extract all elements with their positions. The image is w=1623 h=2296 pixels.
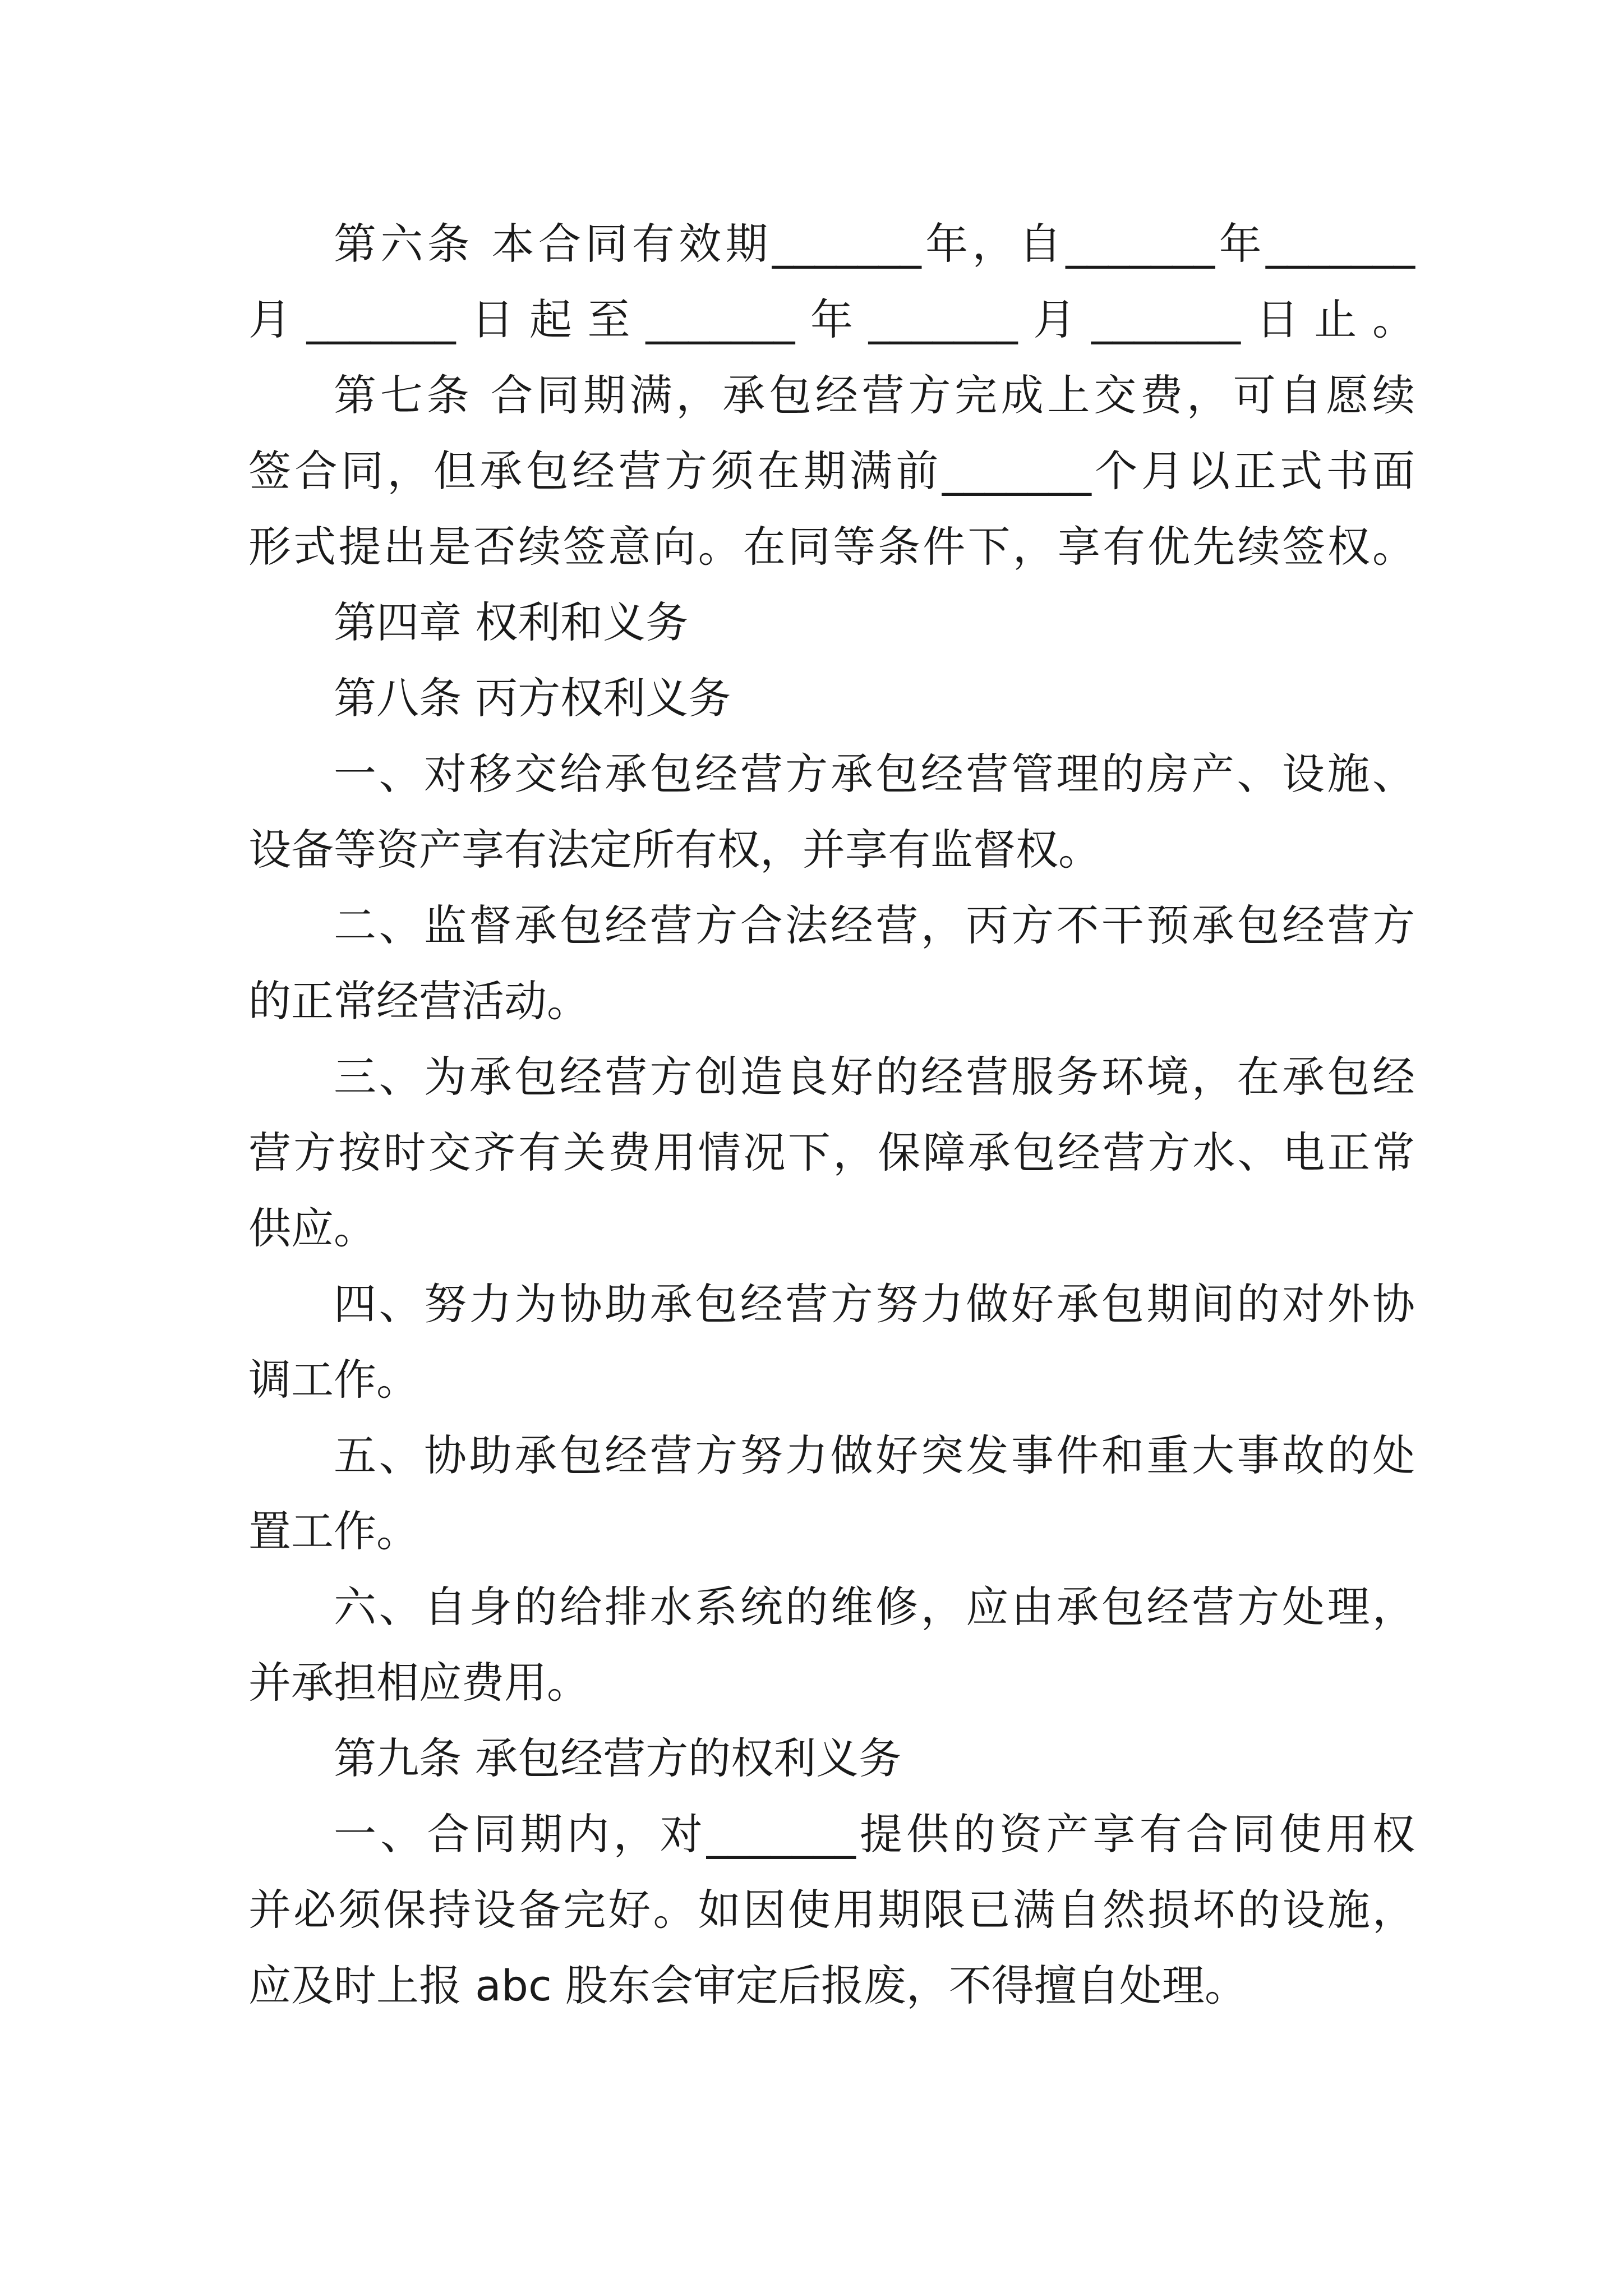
article-8-item-2-line-1: 二、监督承包经营方合法经营，丙方不干预承包经营方	[334, 900, 1415, 950]
chapter-4-heading: 第四章 权利和义务	[334, 597, 689, 647]
article-7-line-1: 第七条 合同期满，承包经营方完成上交费，可自愿续	[334, 370, 1415, 420]
article-8-heading: 第八条 丙方权利义务	[334, 673, 731, 723]
article-6-line-1: 第六条 本合同有效期_______年，自_______年_______	[334, 219, 1415, 269]
article-8-item-1-line-2: 设备等资产享有法定所有权，并享有监督权。	[248, 825, 1101, 875]
article-8-item-3-line-2: 营方按时交齐有关费用情况下，保障承包经营方水、电正常	[248, 1128, 1415, 1177]
article-8-item-5-line-2: 置工作。	[248, 1506, 419, 1556]
article-7-line-3: 形式提出是否续签意向。在同等条件下，享有优先续签权。	[248, 522, 1415, 572]
article-8-item-2-line-2: 的正常经营活动。	[248, 976, 589, 1026]
article-8-item-5-line-1: 五、协助承包经营方努力做好突发事件和重大事故的处	[334, 1430, 1415, 1480]
article-8-item-3-line-3: 供应。	[248, 1203, 376, 1253]
article-8-item-3-line-1: 三、为承包经营方创造良好的经营服务环境，在承包经	[334, 1052, 1415, 1102]
article-8-item-1-line-1: 一、对移交给承包经营方承包经营管理的房产、设施、	[334, 749, 1415, 799]
article-6-line-2: 月_______日起至_______年_______月_______日止。	[248, 295, 1415, 344]
article-9-item-1-line-2: 并必须保持设备完好。如因使用期限已满自然损坏的设施，	[248, 1885, 1415, 1935]
article-8-item-6-line-2: 并承担相应费用。	[248, 1658, 589, 1708]
article-8-item-6-line-1: 六、自身的给排水系统的维修，应由承包经营方处理，	[334, 1582, 1415, 1632]
article-7-line-2: 签合同，但承包经营方须在期满前_______个月以正式书面	[248, 446, 1415, 496]
article-9-item-1-line-1: 一、合同期内，对_______提供的资产享有合同使用权	[334, 1809, 1415, 1859]
article-9-heading: 第九条 承包经营方的权利义务	[334, 1733, 902, 1783]
article-9-item-1-line-3: 应及时上报 abc 股东会审定后报废，不得擅自处理。	[248, 1961, 1247, 2010]
article-8-item-4-line-1: 四、努力为协助承包经营方努力做好承包期间的对外协	[334, 1279, 1415, 1329]
article-8-item-4-line-2: 调工作。	[248, 1355, 419, 1405]
